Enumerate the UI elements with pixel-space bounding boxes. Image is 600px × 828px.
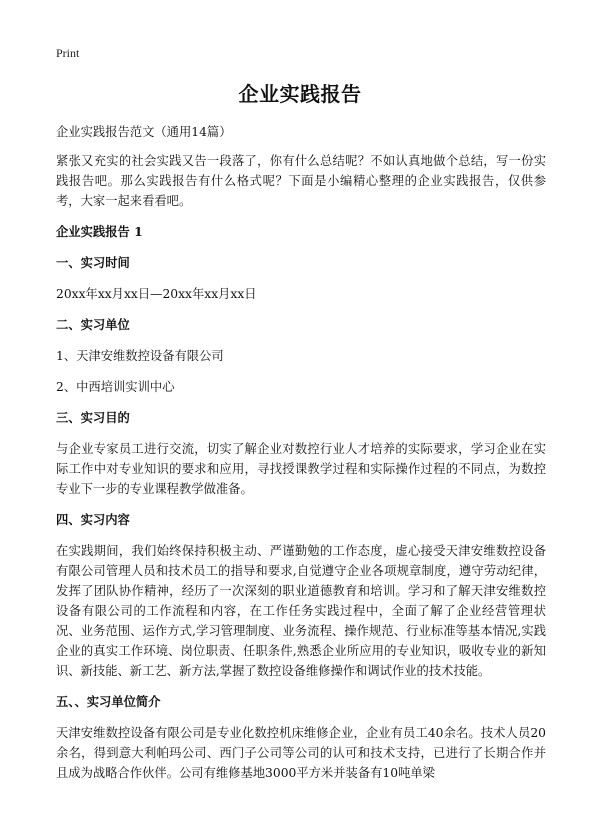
section-heading-unit: 二、实习单位 (56, 317, 130, 332)
internship-period: 20xx年xx月xx日—20xx年xx月xx日 (56, 287, 257, 301)
content-paragraph: 在实践期间，我们始终保持积极主动、严谨勤勉的工作态度，虚心接受天津安维数控设备有限公司管理人员和技术员工的指导和要求,自觉遵守企业各项规章制度，遵守劳动纪律，发挥了团队协作精神，经历了一次深刻的职业道德教育和培训。学习和了解天津安维数控设备有限公司的工作流程和内容，在工作任务实践过程中，全面了解了企业经营管理状况、业务范围、运作方式,学习管理制度、业务流程、操作规范、行业标准等基本情况,实践企业的真实工作环境、岗位职责、任职条件,熟悉企业所应用的专业知识，吸收专业的新知识、新技能、新工艺、新方法,掌握了数控设备维修操作和调试作业的技术技能。 (56, 544, 546, 678)
intro-paragraph: 紧张又充实的社会实践又告一段落了，你有什么总结呢？不如认真地做个总结，写一份实践报告吧。那么实践报告有什么格式呢？下面是小编精心整理的企业实践报告，仅供参考，大家一起来看看吧。 (56, 154, 546, 208)
document-body (56, 122, 546, 794)
company-profile-paragraph: 天津安维数控设备有限公司是专业化数控机床维修企业，企业有员工40余名。技术人员20余名，得到意大利帕玛公司、西门子公司等公司的认可和技术支持，已进行了长期合作并且成为战略合作伙伴。公司有维修基地3000平方米并装备有10吨单梁 (56, 726, 546, 780)
purpose-paragraph: 与企业专家员工进行交流，切实了解企业对数控行业人才培养的实际要求，学习企业在实际工作中对专业知识的要求和应用，寻找授课教学过程和实际操作过程的不同点，为数控专业下一步的专业课程教学做准备。 (56, 442, 546, 496)
section-heading-purpose: 三、实习目的 (56, 410, 130, 425)
unit-list-item: 2、中西培训实训中心 (56, 380, 175, 394)
section-heading-time: 一、实习时间 (56, 255, 130, 270)
print-link[interactable]: Print (56, 46, 80, 60)
page-title: 企业实践报告 (238, 82, 362, 106)
report-heading: 企业实践报告 1 (56, 224, 143, 239)
section-heading-content: 四、实习内容 (56, 512, 130, 527)
section-heading-company-profile: 五、、实习单位简介 (56, 694, 161, 709)
unit-list-item: 1、天津安维数控设备有限公司 (56, 349, 224, 363)
document-subtitle: 企业实践报告范文（通用14篇） (56, 125, 232, 139)
